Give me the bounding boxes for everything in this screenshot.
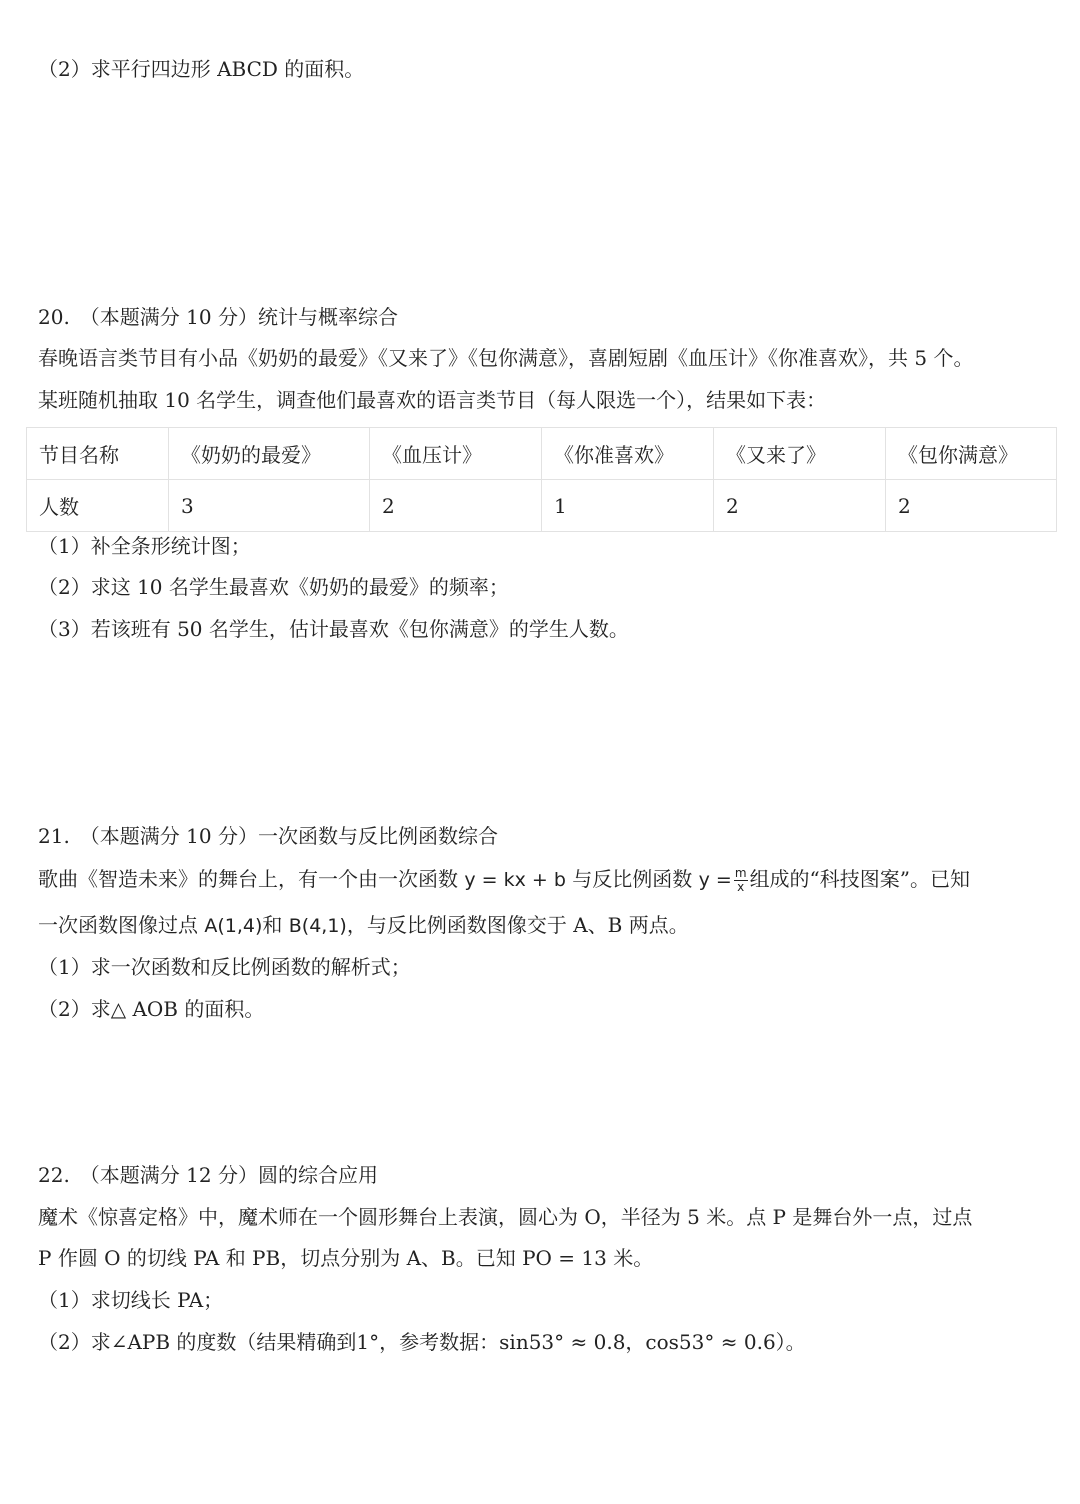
q20-header: 20. （本题满分 10 分）统计与概率综合 xyxy=(38,305,398,329)
table-cell: 3 xyxy=(169,480,370,532)
point-b: B(4,1) xyxy=(288,915,347,937)
q20-part3: （3）若该班有 50 名学生，估计最喜欢《包你满意》的学生人数。 xyxy=(38,617,629,641)
q20-line1: 春晚语言类节目有小品《奶奶的最爱》《又来了》《包你满意》，喜剧短剧《血压计》《你准喜欢》，共 5 个。 xyxy=(38,346,974,370)
inverse-function-fraction xyxy=(734,867,748,894)
table-cell: 人数 xyxy=(27,480,169,532)
q20-line2: 某班随机抽取 10 名学生，调查他们最喜欢的语言类节目（每人限选一个），结果如下表： xyxy=(38,388,827,412)
q21-part2: （2）求△ AOB 的面积。 xyxy=(38,997,265,1021)
q21-header: 21. （本题满分 10 分）一次函数与反比例函数综合 xyxy=(38,824,498,848)
table-cell: 2 xyxy=(886,480,1057,532)
fraction-denominator: x xyxy=(737,880,745,894)
table-cell: 《奶奶的最爱》 xyxy=(169,428,370,480)
inverse-function-lhs: y = xyxy=(698,869,732,891)
q21-line1-text-b: 与反比例函数 xyxy=(565,867,699,891)
q22-part1: （1）求切线长 PA； xyxy=(38,1288,224,1312)
fraction-numerator: m xyxy=(734,866,747,880)
q21-part1: （1）求一次函数和反比例函数的解析式； xyxy=(38,955,411,979)
table-cell: 《你准喜欢》 xyxy=(542,428,714,480)
table-cell: 《包你满意》 xyxy=(886,428,1057,480)
table-cell: 节目名称 xyxy=(27,428,169,480)
linear-function-equation: y = kx + b xyxy=(464,869,566,891)
q21-line1-text-a: 歌曲《智造未来》的舞台上，有一个由一次函数 xyxy=(38,867,465,891)
prev-question-part2: （2）求平行四边形 ABCD 的面积。 xyxy=(38,57,365,81)
q22-header: 22. （本题满分 12 分）圆的综合应用 xyxy=(38,1163,378,1187)
q20-table xyxy=(26,427,1057,532)
table-cell: 2 xyxy=(714,480,886,532)
q20-part2: （2）求这 10 名学生最喜欢《奶奶的最爱》的频率； xyxy=(38,575,509,599)
q21-line1-text-c: 组成的“科技图案”。已知 xyxy=(749,867,971,891)
q22-line1: 魔术《惊喜定格》中，魔术师在一个圆形舞台上表演，圆心为 O，半径为 5 米。点 P 是舞台外一点，过点 xyxy=(38,1205,973,1229)
q22-part2: （2）求∠APB 的度数（结果精确到1°，参考数据：sin53° ≈ 0.8，cos53° ≈ 0.6）。 xyxy=(38,1330,806,1354)
q21-line2-text-c: ，与反比例函数图像交于 A、B 两点。 xyxy=(346,913,689,937)
q21-line1 xyxy=(38,865,970,894)
q21-line2-text-b: 和 xyxy=(262,913,289,937)
table-cell: 《血压计》 xyxy=(370,428,542,480)
point-a: A(1,4) xyxy=(204,915,263,937)
table-row xyxy=(27,480,1057,532)
table-cell: 2 xyxy=(370,480,542,532)
q20-part1: （1）补全条形统计图； xyxy=(38,534,251,558)
q21-line2-text-a: 一次函数图像过点 xyxy=(38,913,205,937)
table-cell: 《又来了》 xyxy=(714,428,886,480)
table-cell: 1 xyxy=(542,480,714,532)
q22-line2: P 作圆 O 的切线 PA 和 PB，切点分别为 A、B。已知 PO = 13 米。 xyxy=(38,1246,654,1270)
q21-line2 xyxy=(38,911,689,940)
table-header-row xyxy=(27,428,1057,480)
